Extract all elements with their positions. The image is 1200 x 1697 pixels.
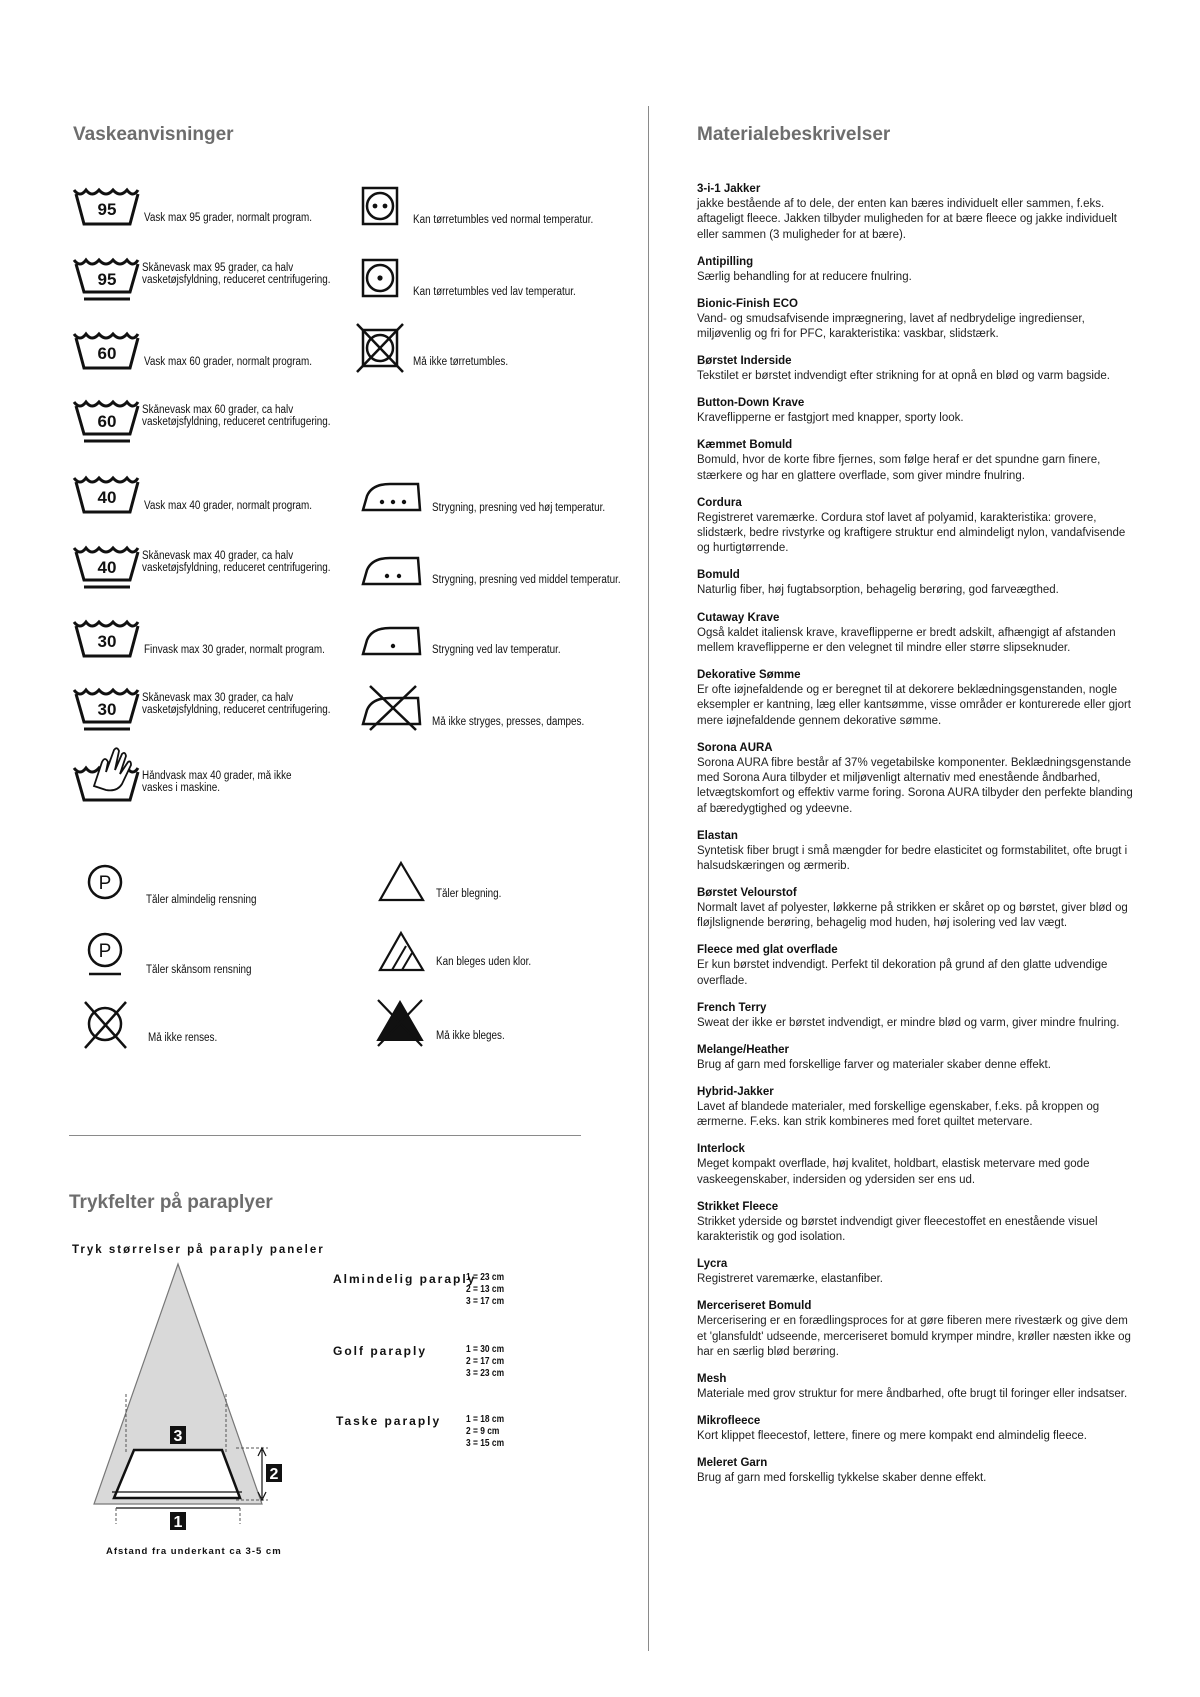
dry-clean-letter: P [98,941,112,962]
care-label: Strygning ved lav temperatur. [432,644,561,656]
column-divider [648,106,649,1651]
material-title: Antipilling [697,255,754,268]
wash-temp: 95 [97,200,117,219]
wash-40-icon [72,474,142,518]
tumble-dry-normal-icon [361,186,401,228]
umbrella-size: 2 = 13 cm [466,1283,505,1295]
care-label: Skånevask max 40 grader, ca halv vasketøjsfyldning, reduceret centrifugering. [142,550,331,574]
section-divider [69,1135,581,1136]
umbrella-footnote: Afstand fra underkant ca 3-5 cm [106,1546,282,1557]
material-description: Normalt lavet af polyester, løkkerne på strikken er skåret op og børstet, giver blød og fløjlslignende berøring, behagelig mod huden, høj isolering ved lav vægt. [697,901,1128,930]
material-entry [697,297,1137,343]
umbrella-size: 1 = 18 cm [466,1413,505,1425]
material-description: Brug af garn med forskellig tykkelse skaber denne effekt. [697,1472,987,1485]
material-entry [697,1001,1137,1031]
iron-medium-item [360,552,640,612]
material-description: Kort klippet fleecestof, lettere, finere og mere kompakt end almindelig fleece. [697,1430,1087,1442]
material-description: Syntetisk fiber brugt i små mængder for bedre elasticitet og formstabilitet, ofte brugt i halsudskæringen og ærmerib. [697,844,1128,872]
umbrella-type-name: Almindelig paraply [333,1272,477,1286]
gentle-wash-60-icon [72,398,142,446]
non-chlorine-bleach-icon [378,930,426,972]
iron-high-item [360,478,620,538]
material-entry [697,1257,1137,1287]
material-description: Lavet af blandede materialer, med forskellige egenskaber, f.eks. på kroppen og ærmerne. F.eks. kan strik kombineres med foret quiltet metervare. [697,1100,1100,1129]
wash-30-item [72,618,372,678]
care-label: Vask max 95 grader, normalt program. [144,212,313,224]
material-title: Merceriseret Bomuld [697,1300,812,1313]
gentle-wash-60-item [72,398,372,458]
material-entry [697,255,1137,285]
material-description: Vand- og smudsafvisende imprægnering, lavet af nedbrydelige ingredienser, miljøvenlig og fri for PFC, karakteristika: vaskbar, slidstærk. [697,312,1085,341]
wash-30-icon [72,618,142,662]
material-description: Naturlig fiber, høj fugtabsorption, behagelig berøring, god farveægthed. [697,584,1059,597]
material-title: Meleret Garn [697,1457,768,1470]
hand-wash-item [72,742,372,812]
no-bleach-item [374,996,614,1056]
gentle-wash-40-item [72,544,372,604]
umbrella-type-name: Golf paraply [333,1344,428,1358]
care-label: Strygning, presning ved middel temperatur. [432,574,621,586]
umbrella-size: 2 = 9 cm [466,1425,500,1437]
no-dry-clean-icon [82,998,132,1052]
wash-60-item [72,330,372,390]
care-label: Kan tørretumbles ved lav temperatur. [413,286,576,298]
gentle-wash-40-icon [72,544,142,592]
material-entry [697,886,1137,932]
care-label: Vask max 60 grader, normalt program. [144,356,313,368]
umbrella-size: 1 = 23 cm [466,1271,505,1283]
material-entry [697,1372,1137,1402]
material-description: Mercerisering er en forædlingsproces for at gøre fiberen mere rivestærk og give dem et 'glansfuldt' udseende, merceriseret bomuld krymper mindre, krøller næsten ikke og har en særlig blød berøring. [697,1315,1131,1358]
care-instructions-title: Vaskeanvisninger [73,124,234,145]
no-iron-icon [360,684,426,732]
wash-temp: 40 [97,488,117,507]
material-entry [697,611,1137,657]
material-description: Særlig behandling for at reducere fnulring. [697,270,912,283]
dry-clean-letter: P [98,873,112,894]
material-description: Bomuld, hvor de korte fibre fjernes, som følge heraf er det spundne garn finere, stærkere og har en glattere overflade, som giver mindre fnulring. [697,454,1101,482]
tumble-dry-normal-item [361,186,621,246]
material-title: Bomuld [697,569,740,582]
material-entry [697,1456,1137,1486]
umbrella-size: 3 = 23 cm [466,1367,505,1379]
iron-medium-icon [360,552,426,588]
no-dry-clean-item [82,998,322,1058]
marker-2: 2 [269,1466,279,1483]
umbrella-size: 2 = 17 cm [466,1355,505,1367]
umbrella-size: 1 = 30 cm [466,1343,505,1355]
bleach-item [378,860,618,920]
material-title: Strikket Fleece [697,1200,779,1213]
wash-temp: 30 [97,632,117,651]
material-description: Tekstilet er børstet indvendigt efter strikning for at opnå en blød og varm bagside. [697,370,1110,383]
material-entry [697,396,1137,426]
material-entry [697,741,1137,817]
material-description: Er kun børstet indvendigt. Perfekt til dekoration på grund af den glatte udvendige overflade. [697,959,1108,987]
care-label: Må ikke tørretumbles. [413,356,509,368]
material-title: Button-Down Krave [697,397,805,410]
care-label: Tåler blegning. [436,888,502,900]
material-description: Kraveflipperne er fastgjort med knapper, sporty look. [697,412,964,425]
material-entry [697,568,1137,598]
care-label: Kan bleges uden klor. [436,956,532,968]
care-label: Vask max 40 grader, normalt program. [144,500,313,512]
wash-95-icon [72,186,142,230]
no-tumble-dry-item [355,322,615,382]
hand-wash-icon [72,742,142,806]
material-title: Cutaway Krave [697,611,780,624]
care-label: Må ikke renses. [148,1032,218,1044]
gentle-wash-30-item [72,686,372,746]
care-label: Strygning, presning ved høj temperatur. [432,502,606,514]
material-title: Kæmmet Bomuld [697,439,793,452]
umbrella-panel-diagram [86,1262,286,1562]
material-title: Børstet Velourstof [697,886,797,899]
gentle-dry-clean-item [86,932,326,992]
wash-temp: 60 [97,344,117,363]
material-entry [697,1299,1137,1360]
care-label: Skånevask max 30 grader, ca halv vasketøjsfyldning, reduceret centrifugering. [142,692,331,716]
material-title: Fleece med glat overflade [697,944,838,957]
gentle-wash-30-icon [72,686,142,734]
care-label: Tåler skånsom rensning [146,964,252,976]
material-title: Interlock [697,1143,745,1156]
material-title: French Terry [697,1001,767,1014]
material-title: Melange/Heather [697,1043,790,1056]
bleach-icon [378,860,426,902]
dry-clean-item [86,864,326,924]
gentle-wash-95-item [72,256,372,316]
care-label: Kan tørretumbles ved normal temperatur. [413,214,594,226]
material-entry [697,354,1137,384]
material-title: Mesh [697,1372,727,1385]
marker-3: 3 [173,1428,183,1445]
material-title: 3-i-1 Jakker [697,183,761,195]
no-tumble-dry-icon [355,322,407,376]
material-description: jakke bestående af to dele, der enten kan bæres individuelt eller sammen, f.eks. aftageligt fleece. Jakken tilbyder muligheden for at bære fleece og jakke individuelt eller sammen (3 muligheder for at bære). [697,198,1117,241]
wash-40-item [72,474,372,534]
marker-1: 1 [173,1514,183,1531]
material-description: Sweat der ikke er børstet indvendigt, er mindre blød og varm, giver mindre fnulring. [697,1016,1120,1029]
wash-temp: 95 [97,270,117,289]
wash-95-item [72,186,372,246]
wash-temp: 30 [97,700,117,719]
material-description: Er ofte iøjnefaldende og er beregnet til at dekorere beklædningsgenstanden, nogle eksempler er kantning, læg eller kantsømme, visse områder er konturerede eller gjort mere iøjnefaldende gennem dekorative sømme. [697,683,1131,727]
material-description: Registreret varemærke, elastanfiber. [697,1273,883,1286]
care-label: Skånevask max 60 grader, ca halv vasketøjsfyldning, reduceret centrifugering. [142,404,331,428]
material-title: Lycra [697,1258,728,1271]
material-entry [697,1043,1137,1073]
material-description: Materiale med grov struktur for mere åndbarhed, ofte brugt til foringer eller indsatser. [697,1387,1128,1400]
material-entry [697,829,1137,875]
care-label: Finvask max 30 grader, normalt program. [144,644,325,656]
umbrella-size: 3 = 15 cm [466,1437,505,1449]
gentle-dry-clean-icon [86,932,126,978]
material-description: Brug af garn med forskellige farver og materialer skaber denne effekt. [697,1058,1051,1071]
care-label: Må ikke stryges, presses, dampes. [432,716,585,728]
gentle-wash-95-icon [72,256,142,304]
material-title: Elastan [697,829,738,842]
material-title: Børstet Inderside [697,355,792,368]
material-entry [697,438,1137,484]
tumble-dry-low-item [361,258,621,318]
umbrella-print-title: Trykfelter på paraplyer [69,1192,273,1213]
no-bleach-icon [374,996,426,1048]
umbrella-type-name: Taske paraply [336,1414,442,1428]
care-label: Skånevask max 95 grader, ca halv vasketøjsfyldning, reduceret centrifugering. [142,262,331,286]
material-entry [697,1085,1137,1131]
material-title: Hybrid-Jakker [697,1085,774,1098]
wash-60-icon [72,330,142,374]
material-entry [697,496,1137,557]
material-entry [697,1200,1137,1246]
material-description: Strikket yderside og børstet indvendigt giver fleecestoffet en enestående visuel karakteristik og god isolation. [697,1215,1098,1244]
material-description: Også kaldet italiensk krave, kraveflipperne er bredt adskilt, afhængigt af afstanden mellem kraveflipperne er den velegnet til mindre eller større slipseknuder. [697,626,1116,654]
material-title: Mikrofleece [697,1415,761,1427]
material-title: Dekorative Sømme [697,668,801,681]
tumble-dry-low-icon [361,258,401,300]
materials-title: Materialebeskrivelser [697,124,891,145]
iron-low-icon [360,622,426,658]
non-chlorine-bleach-item [378,930,618,990]
dry-clean-icon [86,864,126,904]
iron-low-item [360,622,620,682]
material-entry [697,943,1137,989]
materials-list [697,182,1137,1498]
wash-temp: 60 [97,412,117,431]
material-title: Sorona AURA [697,741,773,754]
material-description: Meget kompakt overflade, høj kvalitet, holdbart, elastisk metervare med gode vaskeegenskaber, indersiden og ydersiden ser ens ud. [697,1158,1090,1186]
material-description: Sorona AURA fibre består af 37% vegetabilske komponenter. Beklædningsgenstande med Sorona Aura tilbyder et miljøvenligt alternativ med enestående åndbarhed, letvægtskomfort og effektiv varme foring. Sorona AURA tilbyder den perfekte blanding af bæredygtighed og ydeevne. [697,756,1133,815]
material-description: Registreret varemærke. Cordura stof lavet af polyamid, karakteristika: grovere, slidstærk, bedre rivstyrke og kraftigere struktur end almindeligt nylon, vandafvisende og hurtigtørrende. [697,511,1126,555]
material-entry [697,1142,1137,1188]
umbrella-diagram-title: Tryk størrelser på paraply paneler [72,1244,325,1256]
care-label: Håndvask max 40 grader, må ikke vaskes i maskine. [142,770,292,794]
material-entry [697,1414,1137,1444]
material-entry [697,182,1137,243]
material-entry [697,668,1137,729]
care-label: Tåler almindelig rensning [146,894,257,906]
material-title: Bionic-Finish ECO [697,297,798,310]
wash-temp: 40 [97,558,117,577]
iron-high-icon [360,478,426,514]
umbrella-size: 3 = 17 cm [466,1295,505,1307]
care-label: Må ikke bleges. [436,1030,505,1042]
no-iron-item [360,684,620,744]
material-title: Cordura [697,496,742,509]
